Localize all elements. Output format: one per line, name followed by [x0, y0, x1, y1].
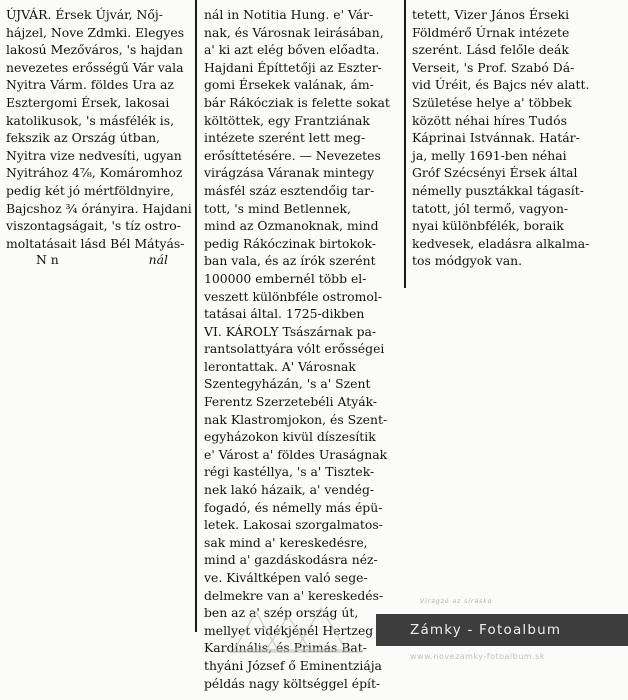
text-line: moltatásait lásd Bél Mátyás-: [6, 235, 185, 251]
text-line: Esztergomi Érsek, lakosai: [6, 94, 170, 110]
text-line: lerontattak. A' Városnak: [204, 358, 356, 374]
column-1: [6, 6, 192, 252]
text-line: ve. Kiváltképen való sege-: [204, 570, 368, 585]
text-line: Kardinális, és Primás Bat-: [204, 640, 367, 656]
text-line: kedvesek, eladásra alkalma-: [412, 235, 590, 251]
text-line: nevezetes erősségű Vár vala: [6, 59, 184, 75]
text-line: a' ki azt elég bőven előadta.: [204, 42, 380, 58]
text-line: hájzel, Nove Zdmki. Elegyes: [6, 24, 185, 40]
text-line: nak Klastromjokon, és Szent-: [204, 411, 388, 427]
text-line: nyai különbfélék, boraik: [412, 218, 564, 234]
text-line: bár Rákócziak is felette sokat: [204, 94, 390, 110]
text-line: Gróf Szécsényi Érsek által: [412, 165, 578, 181]
text-line: lakosú Mezőváros, 's hajdan: [6, 42, 183, 58]
text-line: mellyet vidékjénél Hertzeg: [204, 622, 374, 638]
watermark-logo: [226, 600, 366, 662]
column-3: [412, 6, 620, 270]
watermark-caption: Virágzó az sírásko: [420, 598, 493, 605]
text-line: ben az a' szép ország út,: [204, 605, 359, 621]
column-rule-left: [195, 0, 197, 632]
catchword: nál: [148, 252, 168, 267]
text-line: mind az Ozmanoknak, mind: [204, 218, 379, 234]
text-line: rantsolattyára vólt erősségei: [204, 341, 385, 357]
text-line: Földmérő Úrnak intézete: [412, 24, 570, 40]
text-line: Bajcshoz ¾ órányira. Hajdani: [6, 200, 192, 216]
text-line: nak, és Városnak leirásában,: [204, 24, 384, 40]
watermark-banner: Zámky - Fotoalbum: [376, 614, 628, 646]
text-line: erősíttetésére. — Nevezetes: [204, 147, 381, 163]
text-line: 100000 embernél több el-: [204, 270, 367, 286]
text-line: Verseit, 's Prof. Szabó Dá-: [412, 59, 575, 75]
text-line: VI. KÁROLY Tsászárnak pa-: [204, 323, 377, 339]
text-line: másfél száz esztendőig tar-: [204, 182, 375, 198]
text-line: tott, 's mind Betlennek,: [204, 200, 351, 216]
text-line: Nyitrához 4⅞, Komáromhoz: [6, 165, 183, 181]
text-line: nek lakó házaik, a' vendég-: [204, 482, 375, 498]
text-line: veszett különbféle ostromol-: [204, 288, 382, 304]
text-line: Káprinai Istvánnak. Határ-: [412, 130, 580, 146]
text-line: nál in Notitia Hung. e' Vár-: [204, 7, 374, 22]
text-line: költöttek, egy Frantziának: [204, 112, 370, 128]
text-line: fogadó, és némelly más épü-: [204, 499, 383, 515]
text-line: szerént. Lásd felőle deák: [412, 42, 569, 58]
text-line: mind a' gazdáskodásra néz-: [204, 552, 378, 568]
text-line: e' Várost a' földes Uraságnak: [204, 446, 388, 462]
text-line: régi kastéllya, 's a' Tisztek-: [204, 464, 375, 480]
text-line: gomi Érsekek valának, ám-: [204, 77, 374, 93]
text-line: Hajdani Építtetőji az Eszter-: [204, 59, 382, 75]
text-line: katolikusok, 's másfélék is,: [6, 112, 175, 128]
text-line: között néhai híres Tudós: [412, 112, 567, 128]
text-line: vid Úréit, és Bajcs név alatt.: [412, 77, 590, 93]
text-line: fekszik az Ország útban,: [6, 130, 160, 146]
text-line: némelly pusztákkal tágasít-: [412, 182, 584, 198]
text-line: virágzása Váranak mintegy: [204, 165, 375, 181]
signature-letters: N n: [36, 252, 59, 267]
text-line: tos módgyok van.: [412, 253, 523, 269]
text-line: tetett, Vizer János Érseki: [412, 7, 570, 22]
text-line: ja, melly 1691-ben néhai: [412, 147, 567, 163]
text-line: delmekre van a' kereskedés-: [204, 587, 384, 603]
text-line: Ferentz Szerzetebéli Atyák-: [204, 394, 378, 410]
text-line: sak mind a' kereskedésre,: [204, 534, 368, 550]
column-2: [204, 6, 400, 692]
text-line: pedig Rákóczinak birtokok-: [204, 235, 376, 251]
signature-mark: [6, 252, 172, 267]
text-line: tatott, jól termő, vagyon-: [412, 200, 569, 216]
text-line: tatásai által. 1725-dikben: [204, 306, 365, 322]
text-line: példás nagy költséggel épít-: [204, 675, 381, 691]
text-line: ban vala, és az írók szerént: [204, 253, 376, 269]
text-line: Nyitra vize nedvesíti, ugyan: [6, 147, 182, 163]
text-line: Szentegyházán, 's a' Szent: [204, 376, 371, 392]
text-line: Születése helye a' többek: [412, 94, 572, 110]
text-line: viszontagságait, 's tíz ostro-: [6, 218, 181, 234]
text-line: ÚJVÁR. Érsek Újvár, Nőj-: [6, 7, 163, 22]
text-line: intézete szerént lett meg-: [204, 130, 366, 146]
text-line: pedig két jó mértföldnyire,: [6, 182, 175, 198]
text-line: Nyitra Várm. földes Ura az: [6, 77, 174, 93]
text-line: thyáni József ő Eminentziája: [204, 657, 382, 673]
watermark-url: www.novezamky-fotoalbum.sk: [410, 652, 545, 661]
text-line: letek. Lakosai szorgalmatos-: [204, 517, 383, 533]
column-rule-right: [404, 0, 406, 288]
text-line: egyházokon kivül díszesítik: [204, 429, 376, 445]
